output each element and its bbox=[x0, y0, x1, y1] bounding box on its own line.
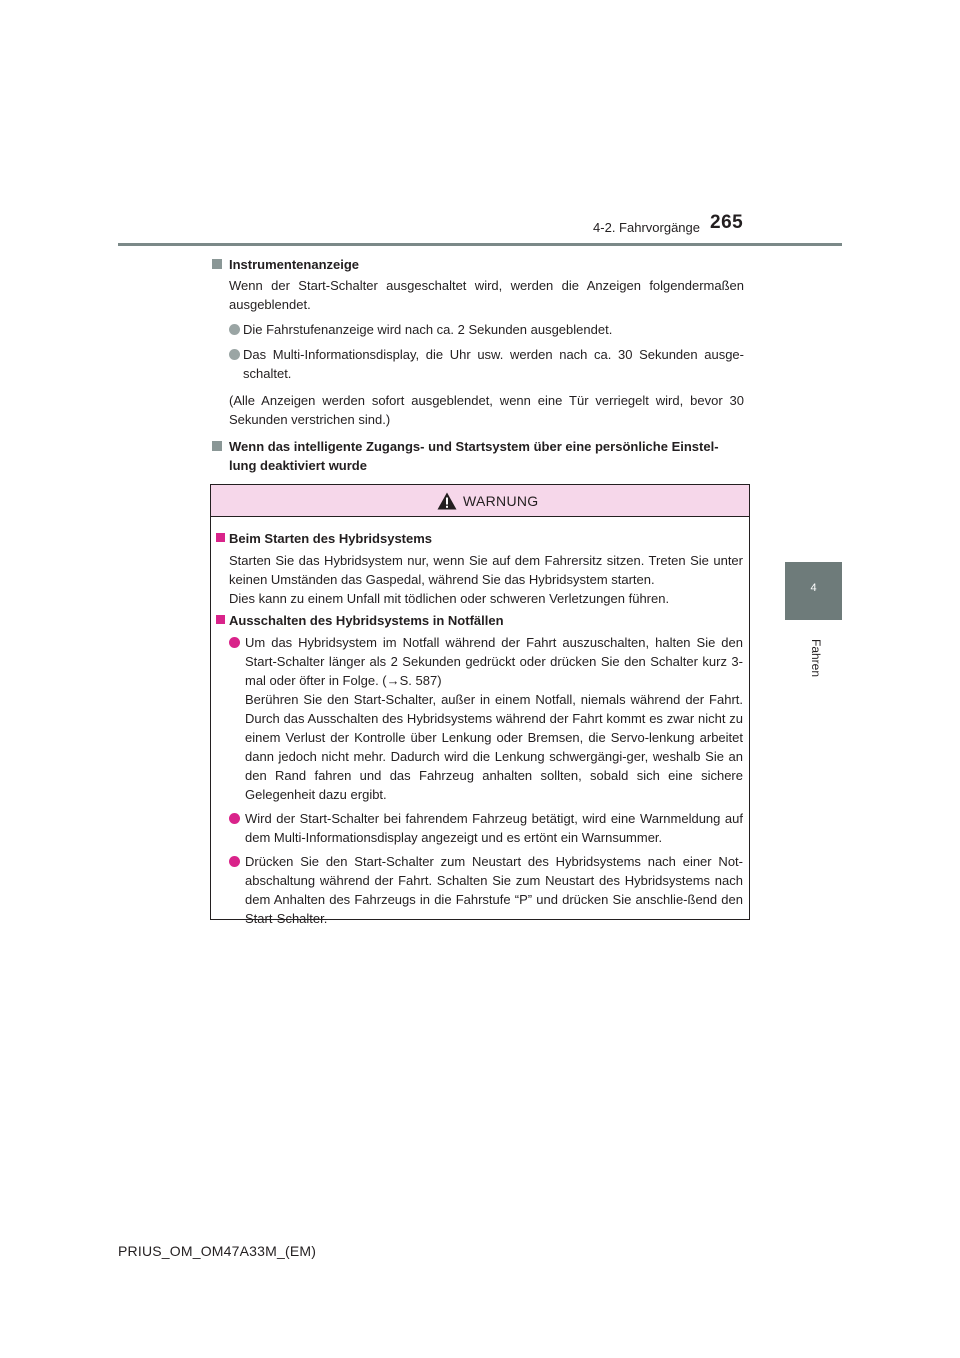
list-item-text: Wird der Start-Schalter bei fahrendem Fahrzeug betätigt, wird eine Warnmeldung auf dem Multi-Informationsdisplay angezeigt und es ertönt ein Warnsummer. bbox=[245, 811, 743, 845]
section-heading-text: Instrumentenanzeige bbox=[229, 257, 360, 272]
chapter-number: 4 bbox=[810, 582, 817, 594]
circle-bullet-icon bbox=[229, 349, 240, 360]
list-item-text: Um das Hybridsystem im Notfall während der Fahrt auszuschalten, halten Sie den Start-Schalter länger als 2 Sekunden gedrückt oder drücken Sie den Schalter kurz 3-mal oder öfter in Folge. (→S. 587) bbox=[245, 635, 743, 688]
list-item-text: Drücken Sie den Start-Schalter zum Neustart des Hybridsystems nach einer Not-abschaltung während der Fahrt. Schalten Sie zum Neustart des Hybridsystems nach dem Anhalten des Fahrzeugs in die Fahrstufe “P” und drücken Sie anschlie-ßend den Start-Schalter. bbox=[245, 854, 743, 926]
list-item bbox=[229, 852, 743, 928]
section-heading-text: Wenn das intelligente Zugangs- und Startsystem über eine persönliche Einstel-lung deaktiviert wurde bbox=[229, 439, 719, 473]
chapter-label-wrap bbox=[796, 628, 836, 688]
section-title: 4-2. Fahrvorgänge bbox=[593, 220, 700, 235]
paragraph: Starten Sie das Hybridsystem nur, wenn Sie auf dem Fahrersitz sitzen. Treten Sie unter keinen Umständen das Gaspedal, während Sie das Hybridsystem starten. bbox=[229, 553, 743, 587]
circle-bullet-icon bbox=[229, 324, 240, 335]
paragraph: (Alle Anzeigen werden sofort ausgeblendet, wenn eine Tür verriegelt wird, bevor 30 Sekunden verstrichen sind.) bbox=[229, 393, 744, 427]
paragraph: Wenn der Start-Schalter ausgeschaltet wird, werden die Anzeigen folgendermaßen ausgeblendet. bbox=[229, 278, 744, 312]
square-bullet-icon bbox=[216, 615, 225, 624]
section-heading bbox=[210, 437, 744, 475]
list-item-text: Das Multi-Informationsdisplay, die Uhr usw. werden nach ca. 30 Sekunden ausge-schaltet. bbox=[243, 347, 744, 381]
list-item bbox=[229, 320, 744, 339]
main-content bbox=[210, 255, 744, 499]
warning-box bbox=[210, 484, 750, 926]
list-item-continuation: Berühren Sie den Start-Schalter, außer in einem Notfall, niemals während der Fahrt. Durch das Ausschalten des Hybridsystems während der Fahrt kommt es zwar nicht zu einem Verlust der Kontrolle über Lenkung oder Bremsen, die Servo-lenkung arbeitet dann jedoch nicht mehr. Dadurch wird die Lenkung schwergängi-ger, weshalb Sie an den Rand fahren und das Fahrzeug anhalten sollten, sobald sich eine sichere Gelegenheit dazu ergibt. bbox=[245, 692, 743, 802]
warning-heading-text: Ausschalten des Hybridsystems in Notfällen bbox=[229, 613, 504, 628]
warning-heading-text: Beim Starten des Hybridsystems bbox=[229, 531, 433, 546]
square-bullet-icon bbox=[212, 441, 222, 451]
list-item-text: Die Fahrstufenanzeige wird nach ca. 2 Sekunden ausgeblendet. bbox=[243, 322, 613, 337]
section-heading bbox=[210, 255, 744, 274]
list-item bbox=[229, 345, 744, 383]
list-item bbox=[229, 633, 743, 804]
chapter-tab bbox=[785, 562, 842, 620]
warning-body bbox=[211, 517, 749, 928]
list-item bbox=[229, 809, 743, 847]
warning-triangle-icon bbox=[437, 492, 457, 510]
document-footer: PRIUS_OM_OM47A33M_(EM) bbox=[118, 1243, 317, 1259]
circle-bullet-icon bbox=[229, 856, 240, 867]
page-number: 265 bbox=[710, 212, 744, 233]
warning-heading bbox=[216, 529, 743, 548]
chapter-label: Fahren bbox=[809, 638, 823, 678]
square-bullet-icon bbox=[212, 259, 222, 269]
warning-heading bbox=[216, 611, 743, 630]
circle-bullet-icon bbox=[229, 813, 240, 824]
square-bullet-icon bbox=[216, 533, 225, 542]
paragraph: Dies kann zu einem Unfall mit tödlichen oder schweren Verletzungen führen. bbox=[229, 591, 670, 606]
header-divider bbox=[118, 243, 842, 246]
circle-bullet-icon bbox=[229, 637, 240, 648]
warning-title: WARNUNG bbox=[463, 493, 539, 509]
warning-header bbox=[211, 485, 749, 517]
